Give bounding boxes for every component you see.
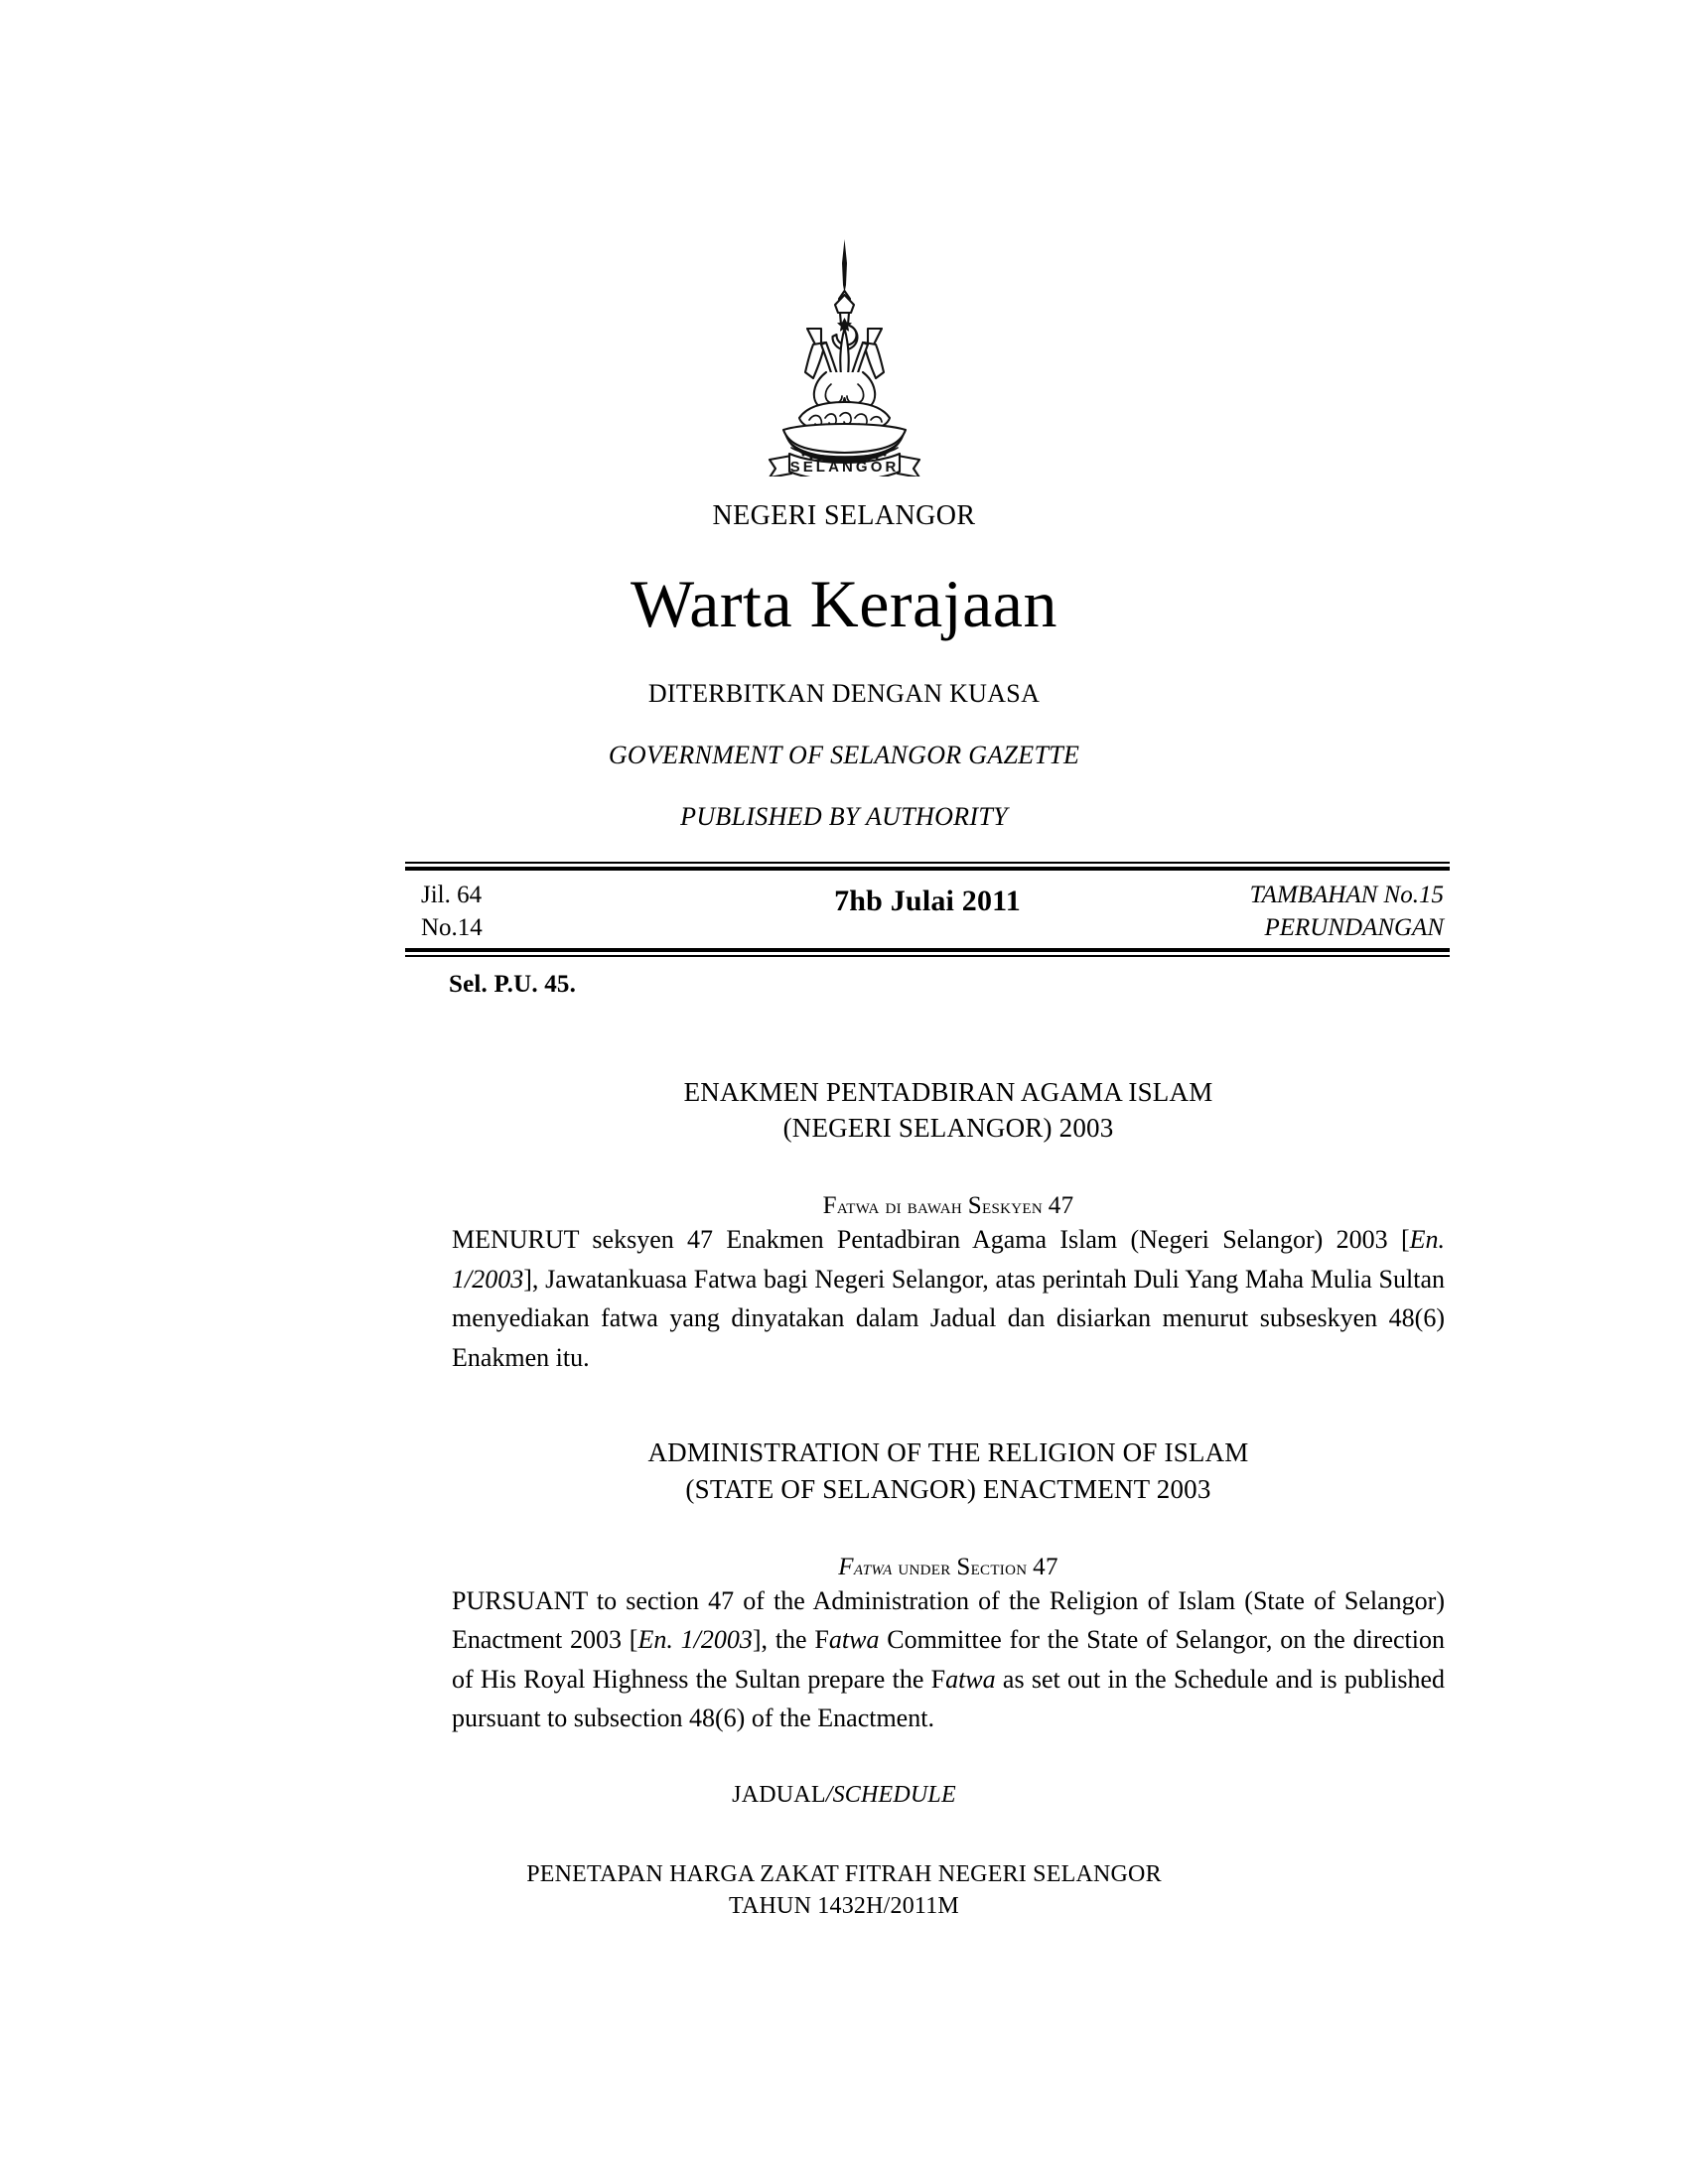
english-fatwa-label-section: ection bbox=[970, 1554, 1034, 1579]
malay-enactment-title-line2: (NEGERI SELANGOR) 2003 bbox=[782, 1113, 1114, 1144]
english-fatwa-label-lead: F bbox=[838, 1553, 854, 1580]
english-body-part2: ], the F bbox=[752, 1625, 829, 1655]
issue-number: No.14 bbox=[421, 914, 483, 941]
malay-enactment-title-line1: ENAKMEN PENTADBIRAN AGAMA ISLAM bbox=[683, 1077, 1213, 1107]
english-fatwa-label-rest: atwa bbox=[853, 1554, 893, 1579]
english-enactment-title-line2: (STATE OF SELANGOR) ENACTMENT 2003 bbox=[685, 1473, 1211, 1504]
malay-fatwa-label-s: S bbox=[967, 1192, 983, 1220]
english-body-part1: PURSUANT to section 47 of the Administration of the Religion of Islam (State of Selangor) Enactment 2003 [ bbox=[452, 1585, 1445, 1655]
english-body-fatwa-1: atwa bbox=[828, 1625, 880, 1655]
malay-body-part2: ], Jawatankuasa Fatwa bagi Negeri Selangor, atas perintah Duli Yang Maha Mulia Sultan menyediakan fatwa yang dinyatakan dalam Jadual dan disiarkan menurut subseskyen 48(6) Enakmen itu. bbox=[452, 1264, 1445, 1372]
selangor-state-crest-icon bbox=[748, 233, 941, 477]
english-body-fatwa-2: atwa bbox=[945, 1664, 996, 1694]
band-rule-bottom bbox=[405, 948, 1450, 957]
malay-body-part1: MENURUT seksyen 47 Enakmen Pentadbiran Agama Islam (Negeri Selangor) 2003 [ bbox=[452, 1225, 1410, 1255]
crest-container bbox=[0, 233, 1688, 477]
issue-band bbox=[405, 862, 1450, 957]
issue-supplement: TAMBAHAN No.15 bbox=[1249, 882, 1444, 908]
schedule-heading-malay: JADUAL bbox=[732, 1782, 826, 1808]
gazette-title: Warta Kerajaan bbox=[630, 565, 1057, 641]
schedule-title-line2: TAHUN 1432H/2011M bbox=[729, 1893, 959, 1920]
masthead bbox=[0, 501, 1688, 832]
schedule-title bbox=[0, 1858, 1688, 1923]
malay-body-citation: En. 1/2003 bbox=[452, 1225, 1445, 1294]
english-fatwa-label-s: S bbox=[956, 1553, 971, 1580]
issue-category: PERUNDANGAN bbox=[1264, 914, 1444, 941]
schedule-heading-english: SCHEDULE bbox=[832, 1782, 956, 1808]
malay-fatwa-label-lead: F bbox=[822, 1192, 837, 1220]
state-name: NEGERI SELANGOR bbox=[712, 500, 976, 531]
subtitle-malay: DITERBITKAN DENGAN KUASA bbox=[647, 678, 1041, 708]
issue-volume: Jil. 64 bbox=[421, 882, 483, 908]
english-fatwa-label bbox=[452, 1554, 1445, 1581]
notice-content bbox=[452, 1074, 1445, 1738]
band-rule-top bbox=[405, 862, 1450, 871]
subtitle-english-name: GOVERNMENT OF SELANGOR GAZETTE bbox=[608, 740, 1080, 769]
english-fatwa-label-under: under bbox=[892, 1554, 957, 1579]
malay-fatwa-label bbox=[452, 1192, 1445, 1220]
english-body-paragraph bbox=[452, 1581, 1445, 1738]
malay-fatwa-label-number: 47 bbox=[1048, 1192, 1074, 1220]
pu-number: Sel. P.U. 45. bbox=[449, 971, 577, 998]
english-body-part4: as set out in the Schedule and is published pursuant to subsection 48(6) of the Enactment. bbox=[452, 1664, 1445, 1733]
malay-fatwa-label-section: eskyen bbox=[982, 1193, 1049, 1219]
english-body-citation: En. 1/2003 bbox=[637, 1625, 753, 1655]
malay-body-paragraph bbox=[452, 1220, 1445, 1377]
schedule-heading bbox=[0, 1782, 1688, 1809]
schedule-title-line1: PENETAPAN HARGA ZAKAT FITRAH NEGERI SELANGOR bbox=[526, 1861, 1162, 1887]
schedule-heading-separator: / bbox=[825, 1782, 833, 1808]
malay-fatwa-label-rest: atwa di bawah bbox=[836, 1193, 968, 1219]
band-row bbox=[405, 871, 1450, 948]
crest-ribbon-label: SELANGOR bbox=[789, 459, 899, 476]
english-fatwa-label-number: 47 bbox=[1033, 1553, 1058, 1580]
english-body-part3: Committee for the State of Selangor, on the direction of His Royal Highness the Sultan prepare the F bbox=[452, 1625, 1446, 1694]
subtitle-english-authority: PUBLISHED BY AUTHORITY bbox=[680, 801, 1008, 831]
english-enactment-title-line1: ADMINISTRATION OF THE RELIGION OF ISLAM bbox=[647, 1437, 1249, 1468]
malay-enactment-title bbox=[452, 1074, 1445, 1146]
english-enactment-title bbox=[452, 1434, 1445, 1506]
issue-supplement-group bbox=[1250, 879, 1444, 944]
issue-date: 7hb Julai 2011 bbox=[834, 885, 1021, 917]
